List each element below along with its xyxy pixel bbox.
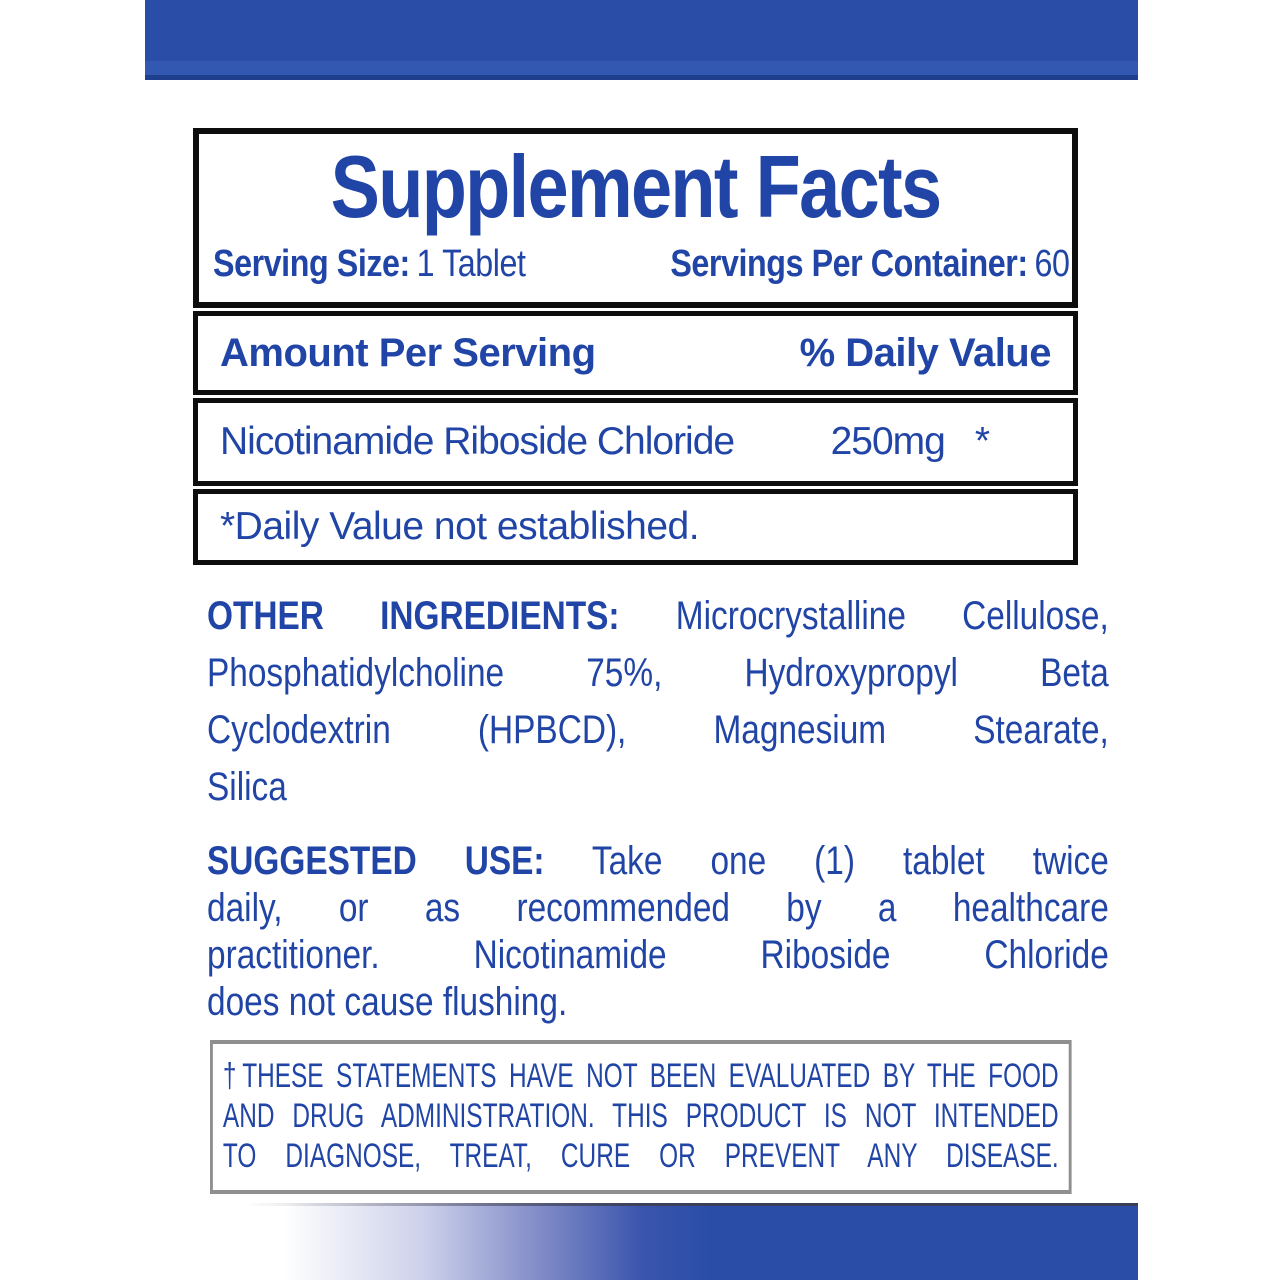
other-ingredients-line: Silica [207, 765, 287, 809]
supplement-facts-panel [193, 128, 1078, 565]
header-bar [145, 0, 1138, 80]
serving-info-row [213, 238, 1069, 290]
column-headers-row [193, 311, 1078, 395]
footer-bar [145, 1203, 1138, 1280]
ingredient-daily-value: * [974, 420, 989, 463]
servings-per-container [670, 238, 1069, 290]
other-ingredients-line: Phosphatidylcholine 75%, Hydroxypropyl Beta [207, 651, 1109, 695]
other-ingredients-line-text: Microcrystalline Cellulose, [675, 594, 1109, 638]
other-ingredients-section [207, 588, 1109, 816]
servings-per-container-value: 60 [1034, 243, 1070, 285]
daily-value-footnote: *Daily Value not established. [220, 505, 700, 548]
suggested-use-line: daily, or as recommended by a healthcare [207, 886, 1109, 930]
suggested-use-line [207, 838, 1109, 885]
suggested-use-section [207, 838, 1109, 1026]
fda-disclaimer-line: TO DIAGNOSE, TREAT, CURE OR PREVENT ANY DISEASE. [222, 1137, 1059, 1175]
suggested-use-line: does not cause flushing. [207, 980, 568, 1024]
fda-disclaimer-line: †THESE STATEMENTS HAVE NOT BEEN EVALUATED BY THE FOOD [222, 1057, 1059, 1095]
supplement-facts-header-box [193, 128, 1078, 308]
other-ingredients-line [207, 588, 1109, 645]
ingredient-row [193, 398, 1078, 486]
amount-per-serving-header: Amount Per Serving [220, 330, 596, 375]
serving-size-value: 1 Tablet [416, 243, 526, 285]
footnote-row [193, 489, 1078, 565]
suggested-use-line-text: Take one (1) tablet twice [591, 839, 1109, 883]
suggested-use-label: SUGGESTED USE: [207, 839, 545, 883]
fda-disclaimer-box [210, 1040, 1072, 1194]
other-ingredients-label: OTHER INGREDIENTS: [207, 594, 620, 638]
ingredient-name: Nicotinamide Riboside Chloride [220, 420, 735, 463]
suggested-use-line: practitioner. Nicotinamide Riboside Chloride [207, 933, 1109, 977]
serving-size [213, 238, 526, 290]
ingredient-amount: 250mg [830, 420, 945, 463]
serving-size-label: Serving Size: [213, 243, 410, 285]
other-ingredients-line: Cyclodextrin (HPBCD), Magnesium Stearate, [207, 708, 1109, 752]
daily-value-header: % Daily Value [799, 330, 1051, 375]
servings-per-container-label: Servings Per Container: [670, 243, 1028, 285]
fda-disclaimer-line: AND DRUG ADMINISTRATION. THIS PRODUCT IS NOT INTENDED [222, 1097, 1059, 1135]
supplement-facts-title: Supplement Facts [330, 137, 941, 236]
